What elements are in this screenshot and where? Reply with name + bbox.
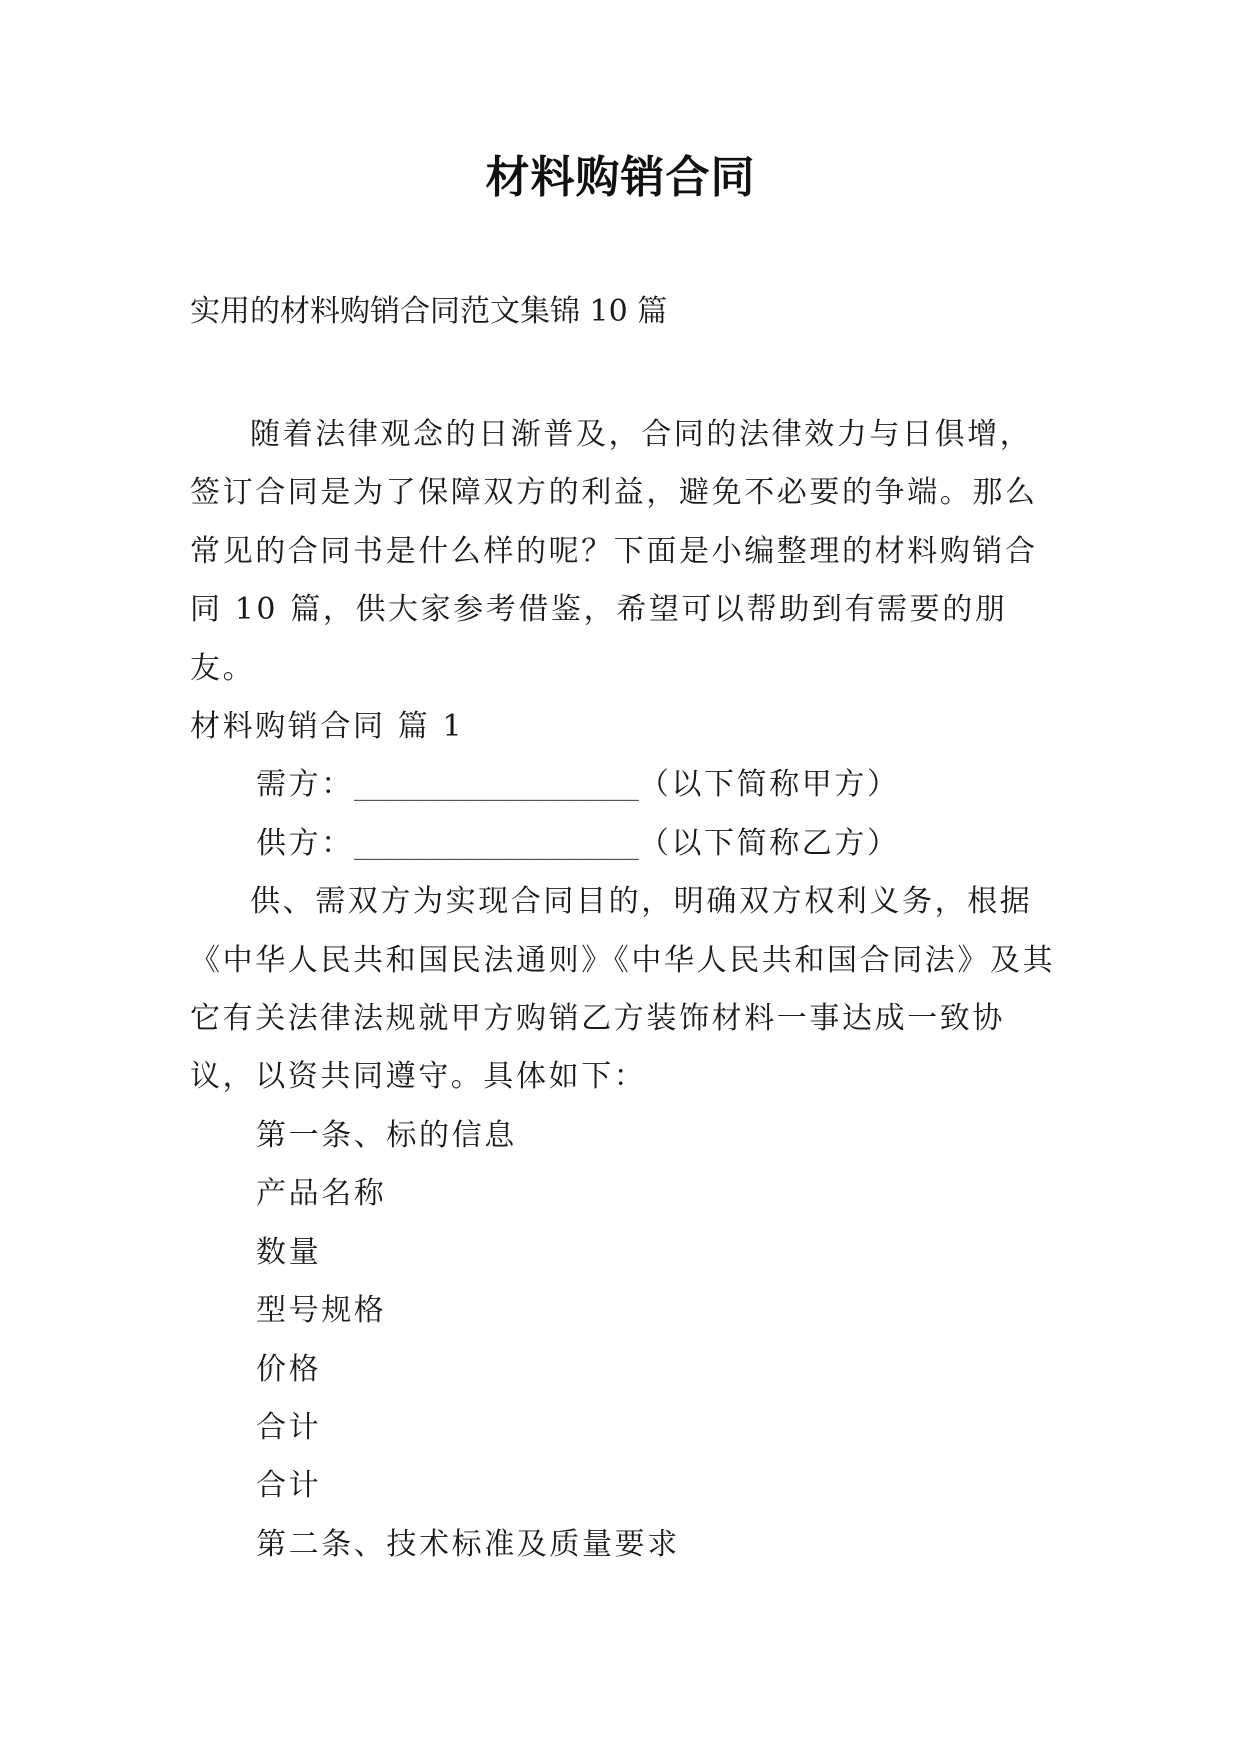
agreement-paragraph: 供、需双方为实现合同目的，明确双方权利义务，根据《中华人民共和国民法通则》《中华人民共和国合同法》及其它有关法律法规就甲方购销乙方装饰材料一事达成一致协议，以资共同遵守。具体如下： xyxy=(190,884,1056,1095)
item-total-2: 合计 xyxy=(256,1468,322,1504)
item-price: 价格 xyxy=(256,1351,322,1387)
buyer-note: （以下简称甲方） xyxy=(638,767,900,803)
article-2-heading: 第二条、技术标准及质量要求 xyxy=(256,1526,680,1562)
seller-label: 供方： xyxy=(256,825,354,861)
section-heading: 材料购销合同 篇 1 xyxy=(190,709,465,745)
buyer-line xyxy=(190,756,1060,814)
document-title: 材料购销合同 xyxy=(485,152,756,203)
seller-line xyxy=(190,815,1060,873)
document-subtitle: 实用的材料购销合同范文集锦 10 篇 xyxy=(190,294,668,329)
buyer-blank: ___________________ xyxy=(353,767,639,803)
buyer-label: 需方： xyxy=(256,767,354,803)
item-product-name: 产品名称 xyxy=(256,1176,387,1212)
item-quantity: 数量 xyxy=(256,1234,322,1270)
seller-blank: ___________________ xyxy=(353,825,639,861)
intro-paragraph: 随着法律观念的日渐普及，合同的法律效力与日俱增，签订合同是为了保障双方的利益，避免不必要的争端。那么常见的合同书是什么样的呢？下面是小编整理的材料购销合同 10 篇，供大家参考借鉴，希望可以帮助到有需要的朋友。 xyxy=(190,417,1038,686)
article-1-heading: 第一条、标的信息 xyxy=(256,1117,517,1153)
item-model-spec: 型号规格 xyxy=(256,1293,387,1329)
item-total: 合计 xyxy=(256,1409,322,1445)
document-body xyxy=(190,406,1060,1574)
seller-note: （以下简称乙方） xyxy=(638,825,900,861)
